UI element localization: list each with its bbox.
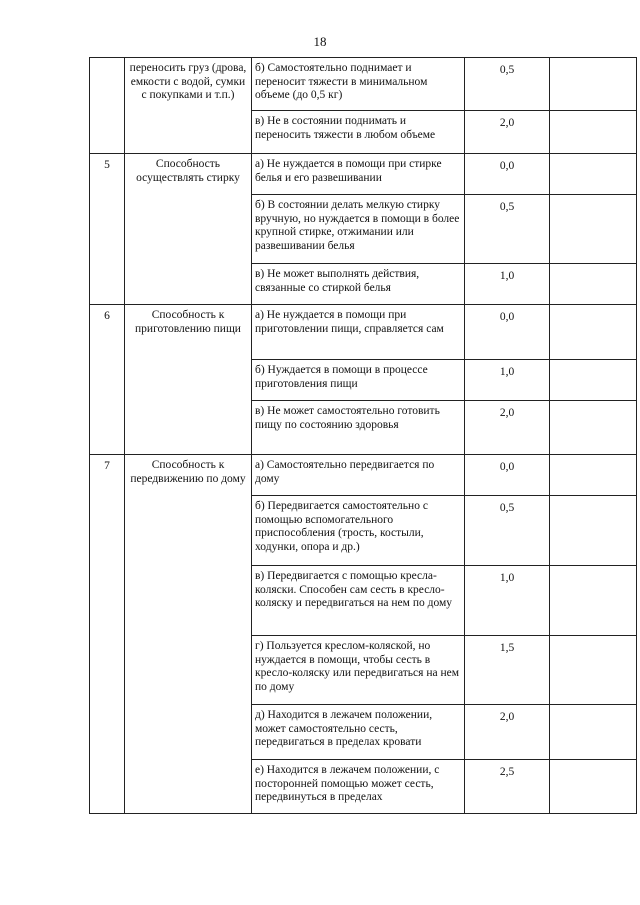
empty-cell — [550, 566, 637, 636]
empty-cell — [550, 705, 637, 760]
table-row — [90, 154, 637, 195]
option-description: г) Пользуется креслом-коляской, но нуждается в помощи, чтобы сесть в кресло-коляску или передвигаться на нем по дому — [252, 636, 465, 705]
ability-name: Способность к приготовлению пищи — [125, 305, 252, 455]
option-score: 0,5 — [465, 58, 550, 111]
option-description: б) Самостоятельно поднимает и переносит тяжести в минимальном объеме (до 0,5 кг) — [252, 58, 465, 111]
option-score: 2,0 — [465, 401, 550, 455]
item-number: 7 — [90, 455, 125, 814]
option-description: а) Самостоятельно передвигается по дому — [252, 455, 465, 496]
option-score: 1,5 — [465, 636, 550, 705]
option-score: 1,0 — [465, 360, 550, 401]
empty-cell — [550, 305, 637, 360]
option-score: 2,5 — [465, 760, 550, 814]
table-body — [90, 58, 637, 814]
ability-name: переносить груз (дрова, емкости с водой, сумки с покупками и т.п.) — [125, 58, 252, 154]
table-row — [90, 455, 637, 496]
option-score: 2,0 — [465, 111, 550, 154]
option-description: в) Не в состоянии поднимать и переносить тяжести в любом объеме — [252, 111, 465, 154]
option-score: 2,0 — [465, 705, 550, 760]
item-number: 6 — [90, 305, 125, 455]
option-score: 0,0 — [465, 455, 550, 496]
ability-name: Способность осуществлять стирку — [125, 154, 252, 305]
empty-cell — [550, 154, 637, 195]
option-description: в) Не может самостоятельно готовить пищу по состоянию здоровья — [252, 401, 465, 455]
empty-cell — [550, 636, 637, 705]
table-row — [90, 58, 637, 111]
option-description: а) Не нуждается в помощи при стирке белья и его развешивании — [252, 154, 465, 195]
option-score: 1,0 — [465, 566, 550, 636]
option-description: б) Передвигается самостоятельно с помощью вспомогательного приспособления (трость, костыли, ходунки, опора и др.) — [252, 496, 465, 566]
item-number — [90, 58, 125, 154]
option-description: б) Нуждается в помощи в процессе приготовления пищи — [252, 360, 465, 401]
empty-cell — [550, 401, 637, 455]
option-score: 1,0 — [465, 264, 550, 305]
option-score: 0,0 — [465, 154, 550, 195]
empty-cell — [550, 360, 637, 401]
option-description: д) Находится в лежачем положении, может самостоятельно сесть, передвигаться в пределах кровати — [252, 705, 465, 760]
empty-cell — [550, 111, 637, 154]
option-score: 0,0 — [465, 305, 550, 360]
ability-name: Способность к передвижению по дому — [125, 455, 252, 814]
empty-cell — [550, 264, 637, 305]
option-description: в) Передвигается с помощью кресла-коляски. Способен сам сесть в кресло-коляску и передвигаться на нем по дому — [252, 566, 465, 636]
empty-cell — [550, 455, 637, 496]
item-number: 5 — [90, 154, 125, 305]
empty-cell — [550, 58, 637, 111]
empty-cell — [550, 760, 637, 814]
option-description: б) В состоянии делать мелкую стирку вручную, но нуждается в помощи в более крупной стирке, отжимании или развешивании белья — [252, 195, 465, 264]
option-score: 0,5 — [465, 496, 550, 566]
empty-cell — [550, 496, 637, 566]
assessment-table — [89, 57, 637, 814]
empty-cell — [550, 195, 637, 264]
option-score: 0,5 — [465, 195, 550, 264]
table-row — [90, 305, 637, 360]
option-description: а) Не нуждается в помощи при приготовлении пищи, справляется сам — [252, 305, 465, 360]
option-description: в) Не может выполнять действия, связанные со стиркой белья — [252, 264, 465, 305]
option-description: е) Находится в лежачем положении, с посторонней помощью может сесть, передвинуться в пределах — [252, 760, 465, 814]
page-number: 18 — [313, 34, 327, 49]
